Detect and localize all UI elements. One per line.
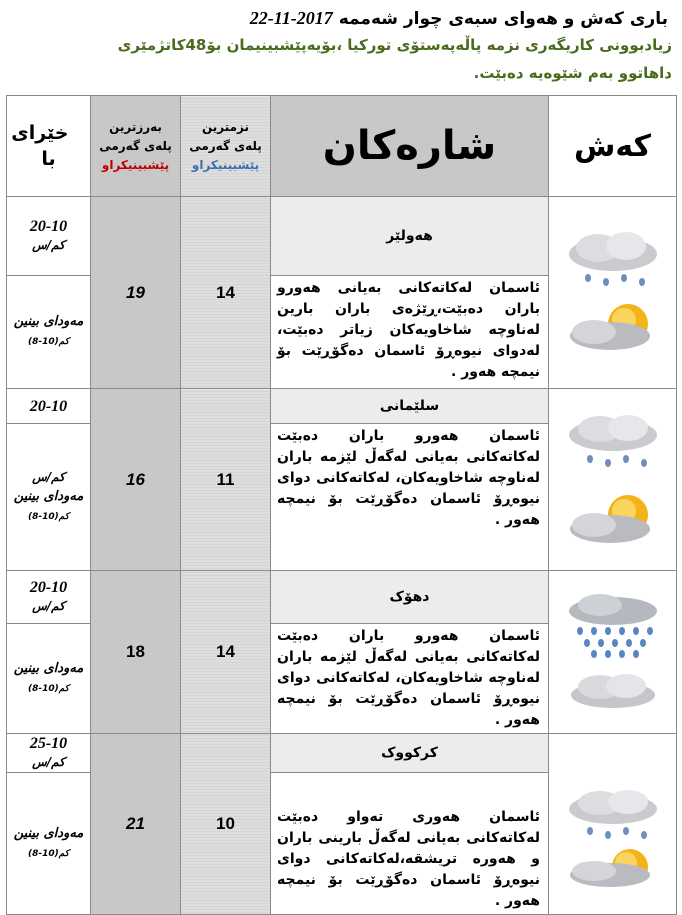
header-wind (7, 96, 91, 197)
visibility-km: (8-10)کم (27, 512, 70, 522)
weather-icon-cell (549, 734, 677, 915)
city-name: هەولێر (271, 197, 549, 276)
weather-description: ئاسمان هەورو باران دەبێت لەکاتەکانی بەیانی لەگەڵ لێزمە باران لەناوچە شاخاویەکان، لەکاتەکانی دوای نیوەڕۆ ئاسمان دەگۆڕێت بۆ نیمچە هەور . (271, 424, 549, 571)
visibility-label: مەودای بینین (13, 825, 84, 841)
header-min-line1: نزمترین (201, 119, 250, 134)
header-max-temp (91, 96, 181, 197)
table-row (7, 734, 677, 773)
min-temp-cell: 14 (181, 571, 271, 734)
wind-unit: کم/س (32, 238, 65, 252)
header-min-wrap (181, 118, 270, 175)
sun-cloud-icon (558, 843, 668, 887)
header-max-wrap (91, 118, 180, 175)
header-min-temp (181, 96, 271, 197)
max-temp-cell: 21 (91, 734, 181, 915)
wind-speed: 20-10 (29, 579, 68, 596)
wind-speed-cell (7, 197, 91, 276)
forecast-date: 2017-11-22 (249, 8, 333, 28)
min-temp-cell: 10 (181, 734, 271, 915)
wind-speed-cell (7, 734, 91, 773)
table-row (7, 197, 677, 276)
sun-cloud-icon (558, 296, 668, 360)
wind-unit: کم/س (32, 755, 65, 769)
cloud-rain-icon (558, 785, 668, 841)
header-weather (549, 96, 677, 197)
heavy-rain-icon (558, 593, 668, 659)
wind-speed-cell (7, 389, 91, 424)
visibility-cell (7, 624, 91, 734)
weather-description: ئاسمان لەکاتەکانی بەیانی هەورو باران دەبێت،ڕێژەی باران بارین لەناوچە شاخاویەکان زیاتر دەبێت، لەدوای نیوەڕۆ ئاسمان دەگۆڕێت بۆ نیمچە هەور . (271, 276, 549, 389)
header-max-line2: پلەی گەرمی (99, 138, 172, 153)
weather-icon-cell (549, 571, 677, 734)
table-row (7, 571, 677, 624)
title-text: باری کەش و هەوای سبەی چوار شەممە (338, 9, 668, 29)
visibility-km: (8-10)کم (27, 683, 70, 694)
header-min-line2: پلەی گەرمی (189, 138, 262, 153)
visibility-km: (8-10)کم (27, 848, 70, 859)
visibility-cell (7, 424, 91, 571)
wind-speed: 20-10 (29, 218, 68, 235)
max-temp-cell: 16 (91, 389, 181, 571)
cloud-rain-icon (558, 226, 668, 290)
subtitle-line-1: زیادبوونی کاریگەری نزمە پاڵەپەستۆی تورکیا ،بۆیەپێشبینیمان بۆ48کاتژمێری (117, 36, 672, 54)
city-name: دهۆک (271, 571, 549, 624)
header-cities-label: شارەکان (322, 123, 497, 169)
wind-speed-cell (7, 571, 91, 624)
page-title (250, 8, 668, 29)
header-max-line1: بەرزترین (109, 119, 162, 134)
city-name: کرکووک (271, 734, 549, 773)
wind-speed: 20-10 (29, 397, 68, 415)
visibility-label: مەودای بینین (13, 314, 84, 329)
weather-icon-cell (549, 389, 677, 571)
sun-cloud-icon (558, 489, 668, 551)
max-temp-cell: 19 (91, 197, 181, 389)
header-wind-label: خێرای با (11, 122, 69, 170)
header-cities (271, 96, 549, 197)
header-max-forecast: پێشبینیکراو (101, 157, 170, 172)
visibility-cell (7, 773, 91, 915)
table-row (7, 389, 677, 424)
wind-speed: 25-10 (29, 735, 68, 752)
min-temp-cell: 14 (181, 197, 271, 389)
wind-unit: کم/س (32, 599, 65, 613)
visibility-km: (8-10)کم (27, 337, 70, 347)
subtitle-line-2: داهاتوو بەم شێوەیە دەبێت. (473, 64, 672, 82)
table-header-row (7, 96, 677, 197)
visibility-label: مەودای بینین (13, 660, 84, 676)
forecast-table (6, 95, 677, 915)
header-min-forecast: پێشبینیکراو (191, 157, 260, 172)
weather-description: ئاسمان هەوری تەواو دەبێت لەکاتەکانی بەیانی لەگەڵ بارینی باران و هەورە تریشقە،لەکاتەکانی دوای نیوەڕۆ ئاسمان دەگۆڕێت بۆ نیمچە هەور . (271, 773, 549, 915)
visibility-label: مەودای بینین (13, 489, 84, 504)
max-temp-cell: 18 (91, 571, 181, 734)
weather-description: ئاسمان هەورو باران دەبێت لەکاتەکانی بەیانی لەگەڵ لێزمە باران لەناوچە شاخاویەکان، لەکاتەکانی دوای نیوەڕۆ ئاسمان دەگۆڕێت بۆ نیمچە هەور . (271, 624, 549, 734)
wind-unit: کم/س (32, 470, 65, 484)
cloud-icon (558, 667, 668, 711)
min-temp-cell: 11 (181, 389, 271, 571)
cloud-rain-icon (558, 409, 668, 469)
visibility-cell (7, 276, 91, 389)
city-name: سلێمانی (271, 389, 549, 424)
weather-icon-cell (549, 197, 677, 389)
header-weather-label: کەش (573, 128, 652, 164)
